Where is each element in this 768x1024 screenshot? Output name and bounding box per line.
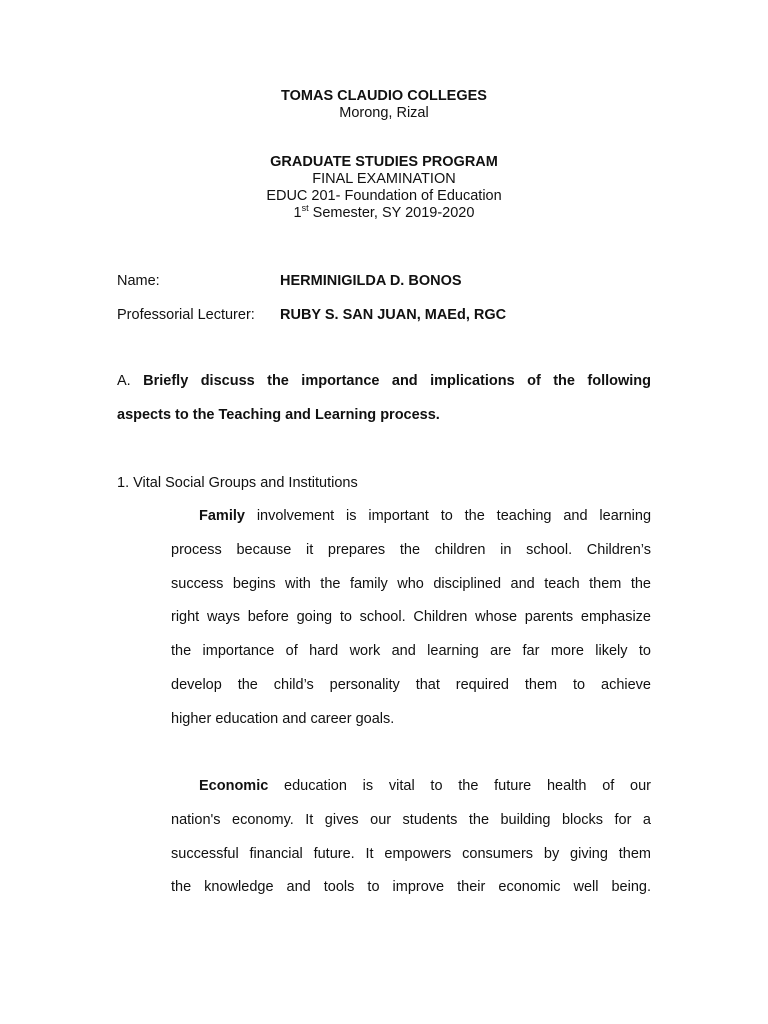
lecturer-label: Professorial Lecturer:: [117, 307, 255, 323]
semester-ordinal: 1: [293, 205, 302, 221]
section-letter: A.: [117, 373, 131, 389]
instruction-line-2: aspects to the Teaching and Learning process.: [117, 406, 440, 423]
family-line-1-rest: involvement is important to the teaching and learning: [256, 508, 652, 524]
item-1-heading: 1. Vital Social Groups and Institutions: [117, 475, 358, 491]
family-line-2: process because it prepares the children in school. Children’s: [171, 541, 651, 558]
economic-line-1: [171, 770, 651, 804]
economic-line-3: successful financial future. It empowers consumers by giving them: [171, 845, 651, 862]
institution-location: Morong, Rizal: [339, 105, 429, 121]
exam-title: FINAL EXAMINATION: [312, 171, 456, 187]
family-line-6: develop the child’s personality that required them to achieve: [171, 676, 651, 693]
exam-header: [0, 154, 768, 222]
instruction-text-1: Briefly discuss the importance and implications of the following: [143, 373, 652, 389]
section-a-instruction: [117, 365, 651, 433]
document-header: [0, 88, 768, 122]
name-value: HERMINIGILDA D. BONOS: [280, 273, 462, 289]
economic-lead: Economic: [199, 778, 269, 794]
lecturer-value: RUBY S. SAN JUAN, MAEd, RGC: [280, 307, 507, 323]
institution-name: TOMAS CLAUDIO COLLEGES: [281, 88, 487, 104]
economic-line-1-rest: education is vital to the future health of our: [284, 778, 651, 794]
family-paragraph: [171, 500, 651, 737]
family-line-5: the importance of hard work and learning are far more likely to: [171, 643, 651, 660]
program-title: GRADUATE STUDIES PROGRAM: [270, 154, 498, 170]
semester-suffix: st: [301, 203, 309, 214]
name-label: Name:: [117, 273, 160, 289]
family-line-3: success begins with the family who disciplined and teach them the: [171, 575, 651, 592]
economic-line-4: the knowledge and tools to improve their economic well being.: [171, 879, 651, 896]
economic-paragraph: [171, 770, 651, 905]
family-line-1: [171, 500, 651, 534]
instruction-line-1: [117, 365, 651, 399]
semester-rest: Semester, SY 2019-2020: [308, 205, 475, 221]
semester-line: [0, 205, 768, 222]
course-title: EDUC 201- Foundation of Education: [266, 188, 502, 204]
family-lead: Family: [199, 508, 245, 524]
family-line-4: right ways before going to school. Children whose parents emphasize: [171, 609, 651, 626]
family-line-7: higher education and career goals.: [171, 710, 395, 727]
economic-line-2: nation's economy. It gives our students the building blocks for a: [171, 811, 651, 828]
